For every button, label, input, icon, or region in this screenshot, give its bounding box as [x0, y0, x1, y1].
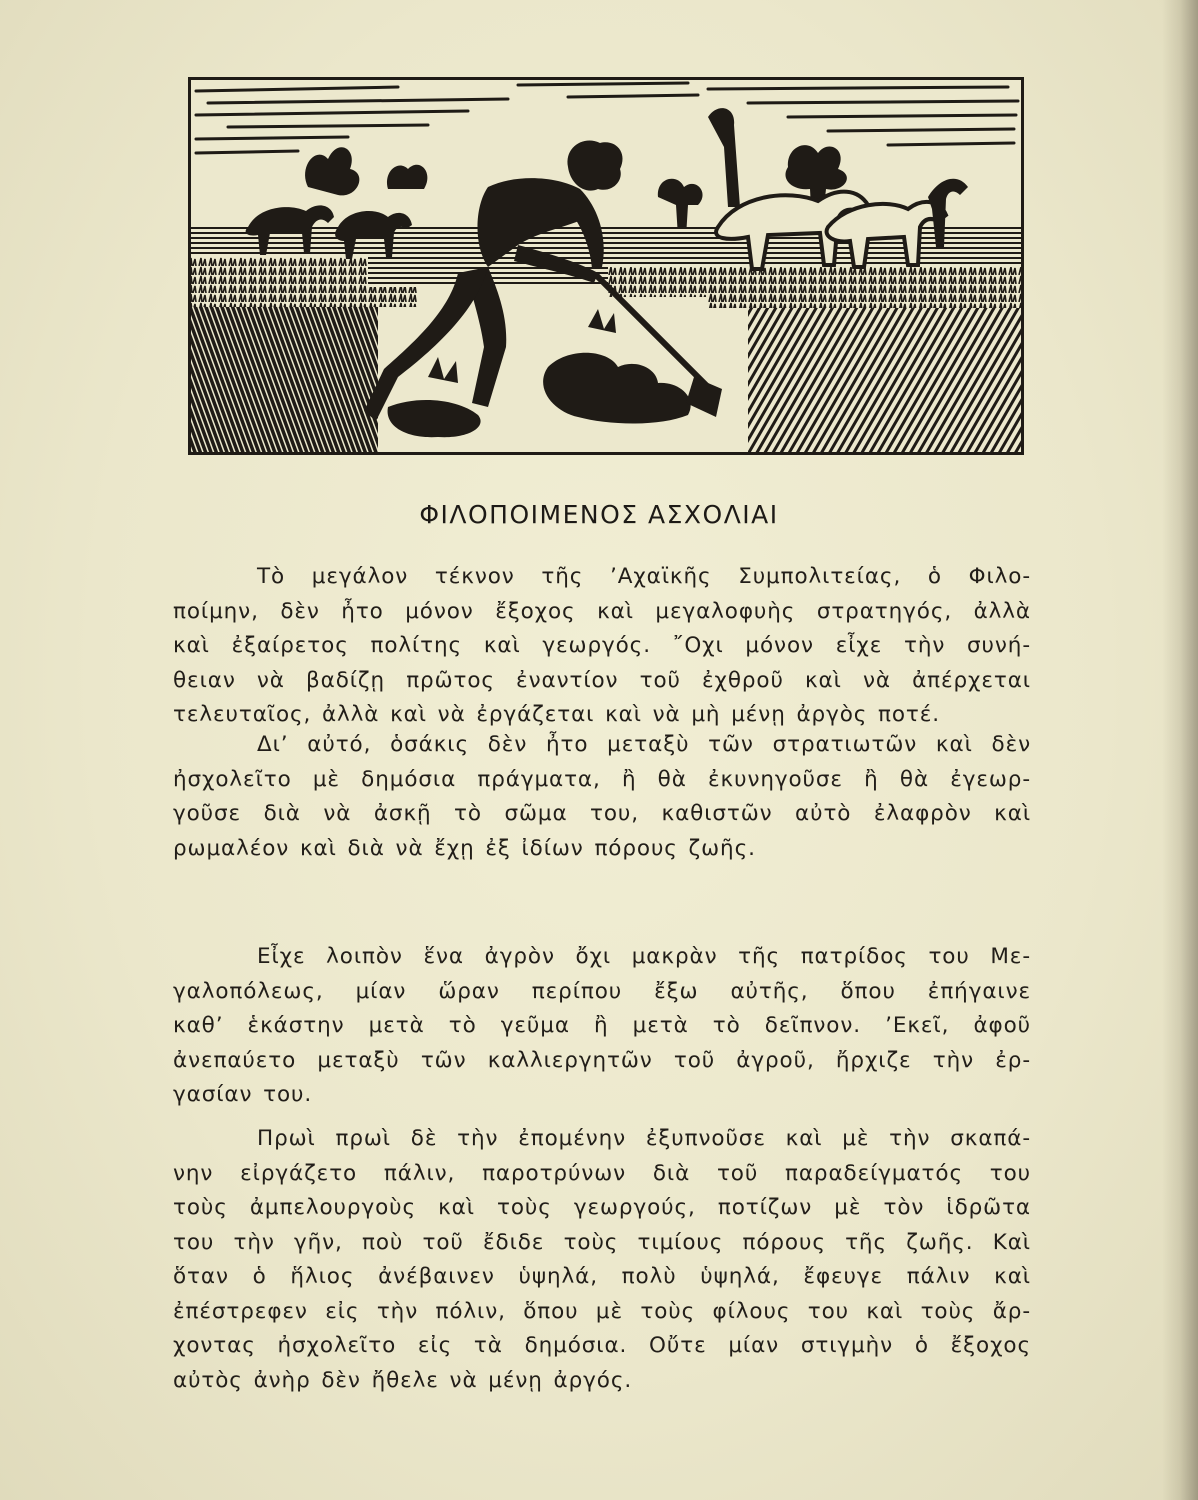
text-line: καθ’ ἑκάστην μετὰ τὸ γεῦμα ἢ μετὰ τὸ δεῖπνον. ’Εκεῖ, ἀφοῦ: [173, 1013, 1031, 1038]
text-line: θειαν νὰ βαδίζῃ πρῶτος ἐναντίον τοῦ ἐχθροῦ καὶ νὰ ἀπέρχεται: [173, 667, 1031, 693]
text-line: γασίαν του.: [173, 1082, 313, 1107]
text-line: χοντας ἠσχολεῖτο εἰς τὰ δημόσια. Οὔτε μίαν στιγμὴν ὁ ἔξοχος: [173, 1333, 1031, 1358]
paragraph-3: [173, 940, 1031, 1113]
text-line: Τὸ μεγάλον τέκνον τῆς ’Αχαϊκῆς Συμπολιτείας, ὁ Φιλο-: [257, 564, 1031, 589]
text-line: καὶ ἐξαίρετος πολίτης καὶ γεωργός. ῎Οχι μόνον εἶχε τὴν συνή-: [173, 633, 1031, 658]
text-line: Δι’ αὐτό, ὁσάκις δὲν ἦτο μεταξὺ τῶν στρατιωτῶν καὶ δὲν: [257, 732, 1031, 757]
text-line: γαλοπόλεως, μίαν ὥραν περίπου ἔξω αὐτῆς, ὅπου ἐπήγαινε: [173, 978, 1031, 1004]
binding-shadow: [1162, 0, 1198, 1500]
text-line: ἠσχολεῖτο μὲ δημόσια πράγματα, ἢ θὰ ἐκυνηγοῦσε ἢ θὰ ἐγεωρ-: [173, 766, 1031, 792]
text-line: τελευταῖος, ἀλλὰ καὶ νὰ ἐργάζεται καὶ νὰ μὴ μένῃ ἀργὸς ποτέ.: [173, 702, 941, 727]
chapter-title: ΦΙΛΟΠΟΙΜΕΝΟΣ ΑΣΧΟΛΙΑΙ: [419, 500, 779, 529]
text-line: ἀνεπαύετο μεταξὺ τῶν καλλιεργητῶν τοῦ ἀγροῦ, ἤρχιζε τὴν ἐρ-: [173, 1047, 1031, 1073]
text-line: Εἶχε λοιπὸν ἕνα ἀγρὸν ὄχι μακρὰν τῆς πατρίδος του Με-: [257, 944, 1031, 969]
paragraph-4: [173, 1122, 1031, 1398]
text-line: του τὴν γῆν, ποὺ τοῦ ἔδιδε τοὺς τιμίους πόρους τῆς ζωῆς. Καὶ: [173, 1229, 1031, 1255]
text-line: νην εἰργάζετο πάλιν, παροτρύνων διὰ τοῦ παραδείγματός του: [173, 1160, 1031, 1186]
text-line: Πρωὶ πρωὶ δὲ τὴν ἐπομένην ἐξυπνοῦσε καὶ μὲ τὴν σκαπά-: [257, 1126, 1031, 1151]
woodcut-farmer-with-hoe-and-horses-icon: [188, 77, 1024, 455]
text-line: τοὺς ἀμπελουργοὺς καὶ τοὺς γεωργούς, ποτίζων μὲ τὸν ἱδρῶτα: [173, 1195, 1031, 1220]
text-line: αὐτὸς ἀνὴρ δὲν ἤθελε νὰ μένῃ ἀργός.: [173, 1367, 633, 1393]
paragraph-1: [173, 560, 1031, 733]
text-line: ρωμαλέον καὶ διὰ νὰ ἔχῃ ἐξ ἰδίων πόρους ζωῆς.: [173, 835, 756, 861]
paragraph-2: [173, 728, 1031, 866]
text-line: γοῦσε διὰ νὰ ἀσκῇ τὸ σῶμα του, καθιστῶν αὐτὸ ἐλαφρὸν καὶ: [173, 801, 1031, 826]
text-line: ἐπέστρεφεν εἰς τὴν πόλιν, ὅπου μὲ τοὺς φίλους του καὶ τοὺς ἄρ-: [173, 1298, 1031, 1324]
text-line: ὅταν ὁ ἥλιος ἀνέβαινεν ὑψηλά, πολὺ ὑψηλά, ἔφευγε πάλιν καὶ: [173, 1264, 1031, 1289]
text-line: ποίμην, δὲν ἦτο μόνον ἔξοχος καὶ μεγαλοφυὴς στρατηγός, ἀλλὰ: [173, 598, 1031, 624]
